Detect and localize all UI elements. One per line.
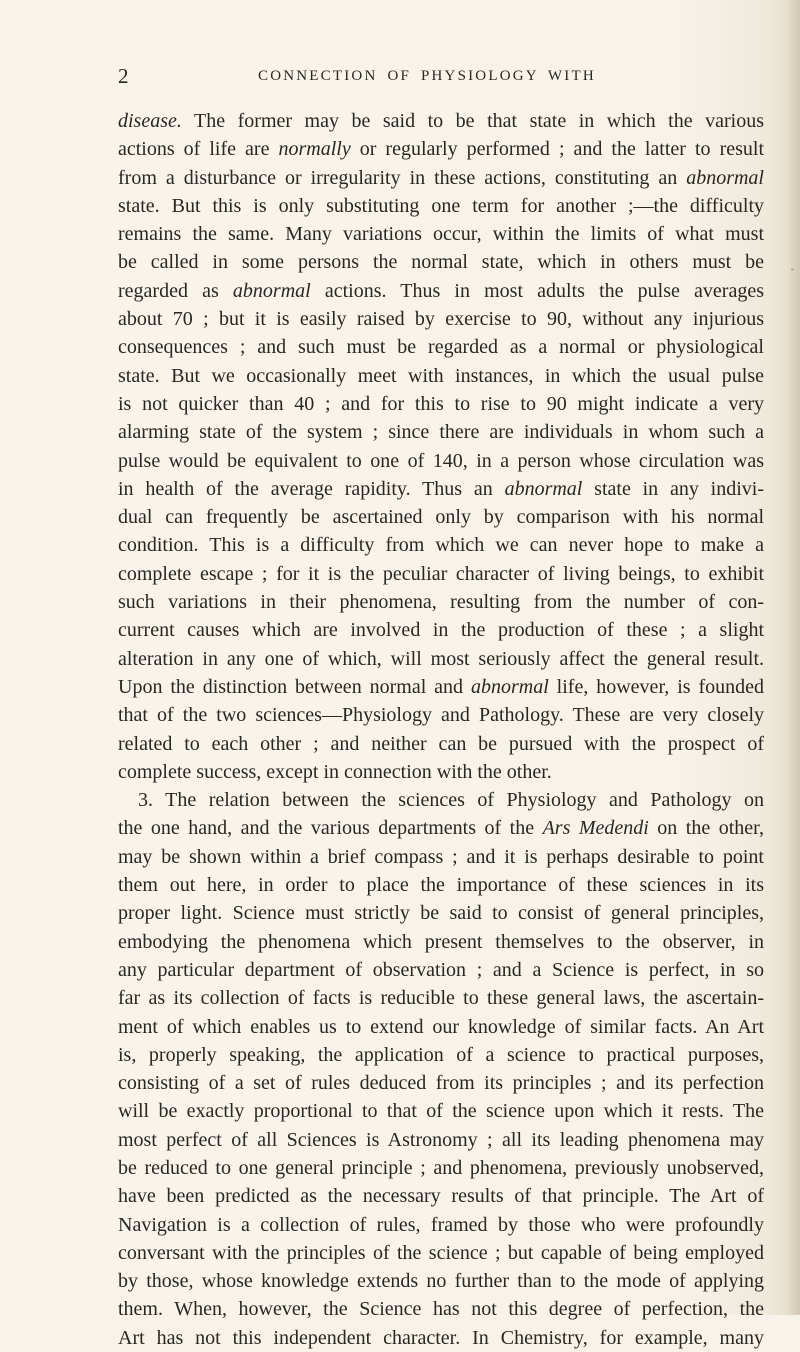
text-line: Art has not this independent character. In Chemistry, for example, many xyxy=(118,1326,764,1349)
italic-term: abnormal xyxy=(470,675,549,698)
text-line: may be shown within a brief compass ; and it is perhaps desirable to point xyxy=(118,845,764,868)
text-line: is not quicker than 40 ; and for this to rise to 90 might indicate a very xyxy=(118,392,764,415)
text-line: most perfect of all Sciences is Astronomy ; all its leading phenomena may xyxy=(118,1128,764,1151)
italic-term: abnormal xyxy=(232,279,311,302)
text-line: pulse would be equivalent to one of 140, in a person whose circulation was xyxy=(118,449,764,472)
paper-speck xyxy=(791,268,794,271)
body-text xyxy=(118,107,764,1352)
text-line: that of the two sciences—Physiology and Pathology. These are very closely xyxy=(118,704,764,727)
page-edge-shadow xyxy=(786,0,800,1315)
text-line: state. But we occasionally meet with instances, in which the usual pulse xyxy=(118,364,764,387)
text-line: from a disturbance or irregularity in these actions, constituting an abnormal xyxy=(118,166,764,189)
text-line: have been predicted as the necessary results of that principle. The Art of xyxy=(118,1185,764,1208)
text-line: Upon the distinction between normal and abnormal life, however, is founded xyxy=(118,675,764,698)
text-line: them out here, in order to place the importance of these sciences in its xyxy=(118,874,764,897)
text-line: condition. This is a difficulty from which we can never hope to make a xyxy=(118,534,764,557)
text-line: the one hand, and the various departments of the Ars Medendi on the other, xyxy=(118,817,764,840)
text-line: alteration in any one of which, will most seriously affect the general result. xyxy=(118,647,764,670)
text-line: regarded as abnormal actions. Thus in most adults the pulse averages xyxy=(118,279,764,302)
text-line: such variations in their phenomena, resulting from the number of con- xyxy=(118,591,764,614)
text-line: any particular department of observation ; and a Science is perfect, in so xyxy=(118,958,764,981)
text-line: remains the same. Many variations occur, within the limits of what must xyxy=(118,223,764,246)
text-line: ment of which enables us to extend our knowledge of similar facts. An Art xyxy=(118,1015,764,1038)
text-line: dual can frequently be ascertained only by comparison with his normal xyxy=(118,506,764,529)
text-line: about 70 ; but it is easily raised by exercise to 90, without any injurious xyxy=(118,308,764,331)
text-line: is, properly speaking, the application of a science to practical purposes, xyxy=(118,1043,764,1066)
text-line: state. But this is only substituting one term for another ;—the difficulty xyxy=(118,194,764,217)
text-line: disease. The former may be said to be that state in which the various xyxy=(118,110,764,132)
italic-term: disease. xyxy=(118,110,182,132)
italic-term: abnormal xyxy=(504,477,583,500)
text-line: conversant with the principles of the science ; but capable of being employed xyxy=(118,1241,764,1264)
text-line-paragraph-end: complete success, except in connection with the other. xyxy=(118,760,552,783)
text-line: consequences ; and such must be regarded as a normal or physiological xyxy=(118,336,764,359)
italic-term: Ars Medendi xyxy=(542,817,649,840)
text-line: consisting of a set of rules deduced from its principles ; and its perfection xyxy=(118,1072,764,1095)
page-number: 2 xyxy=(118,64,129,88)
page-header xyxy=(0,62,800,90)
text-line: be reduced to one general principle ; and phenomena, previously unobserved, xyxy=(118,1156,764,1179)
text-line: by those, whose knowledge extends no further than to the mode of applying xyxy=(118,1270,764,1293)
text-line: them. When, however, the Science has not this degree of perfection, the xyxy=(118,1298,764,1321)
text-line: will be exactly proportional to that of the science upon which it rests. The xyxy=(118,1100,764,1123)
text-line: Navigation is a collection of rules, framed by those who were profoundly xyxy=(118,1213,764,1236)
text-line: proper light. Science must strictly be said to consist of general principles, xyxy=(118,902,764,925)
text-line: be called in some persons the normal state, which in others must be xyxy=(118,251,764,274)
text-line: current causes which are involved in the production of these ; a slight xyxy=(118,619,764,642)
italic-term: abnormal xyxy=(686,166,764,189)
text-line: embodying the phenomena which present themselves to the observer, in xyxy=(118,930,764,953)
text-line-paragraph-start: 3. The relation between the sciences of Physiology and Pathology on xyxy=(138,789,764,812)
text-line: far as its collection of facts is reducible to these general laws, the ascertain- xyxy=(118,987,764,1010)
text-line: in health of the average rapidity. Thus an abnormal state in any indivi- xyxy=(118,477,764,500)
text-line: related to each other ; and neither can be pursued with the prospect of xyxy=(118,732,764,755)
text-line: complete escape ; for it is the peculiar character of living beings, to exhibit xyxy=(118,562,764,585)
italic-term: normally xyxy=(278,138,351,161)
text-line: alarming state of the system ; since there are individuals in whom such a xyxy=(118,421,764,444)
text-line: actions of life are normally or regularly performed ; and the latter to result xyxy=(118,138,764,161)
running-head: CONNECTION OF PHYSIOLOGY WITH xyxy=(258,68,596,84)
